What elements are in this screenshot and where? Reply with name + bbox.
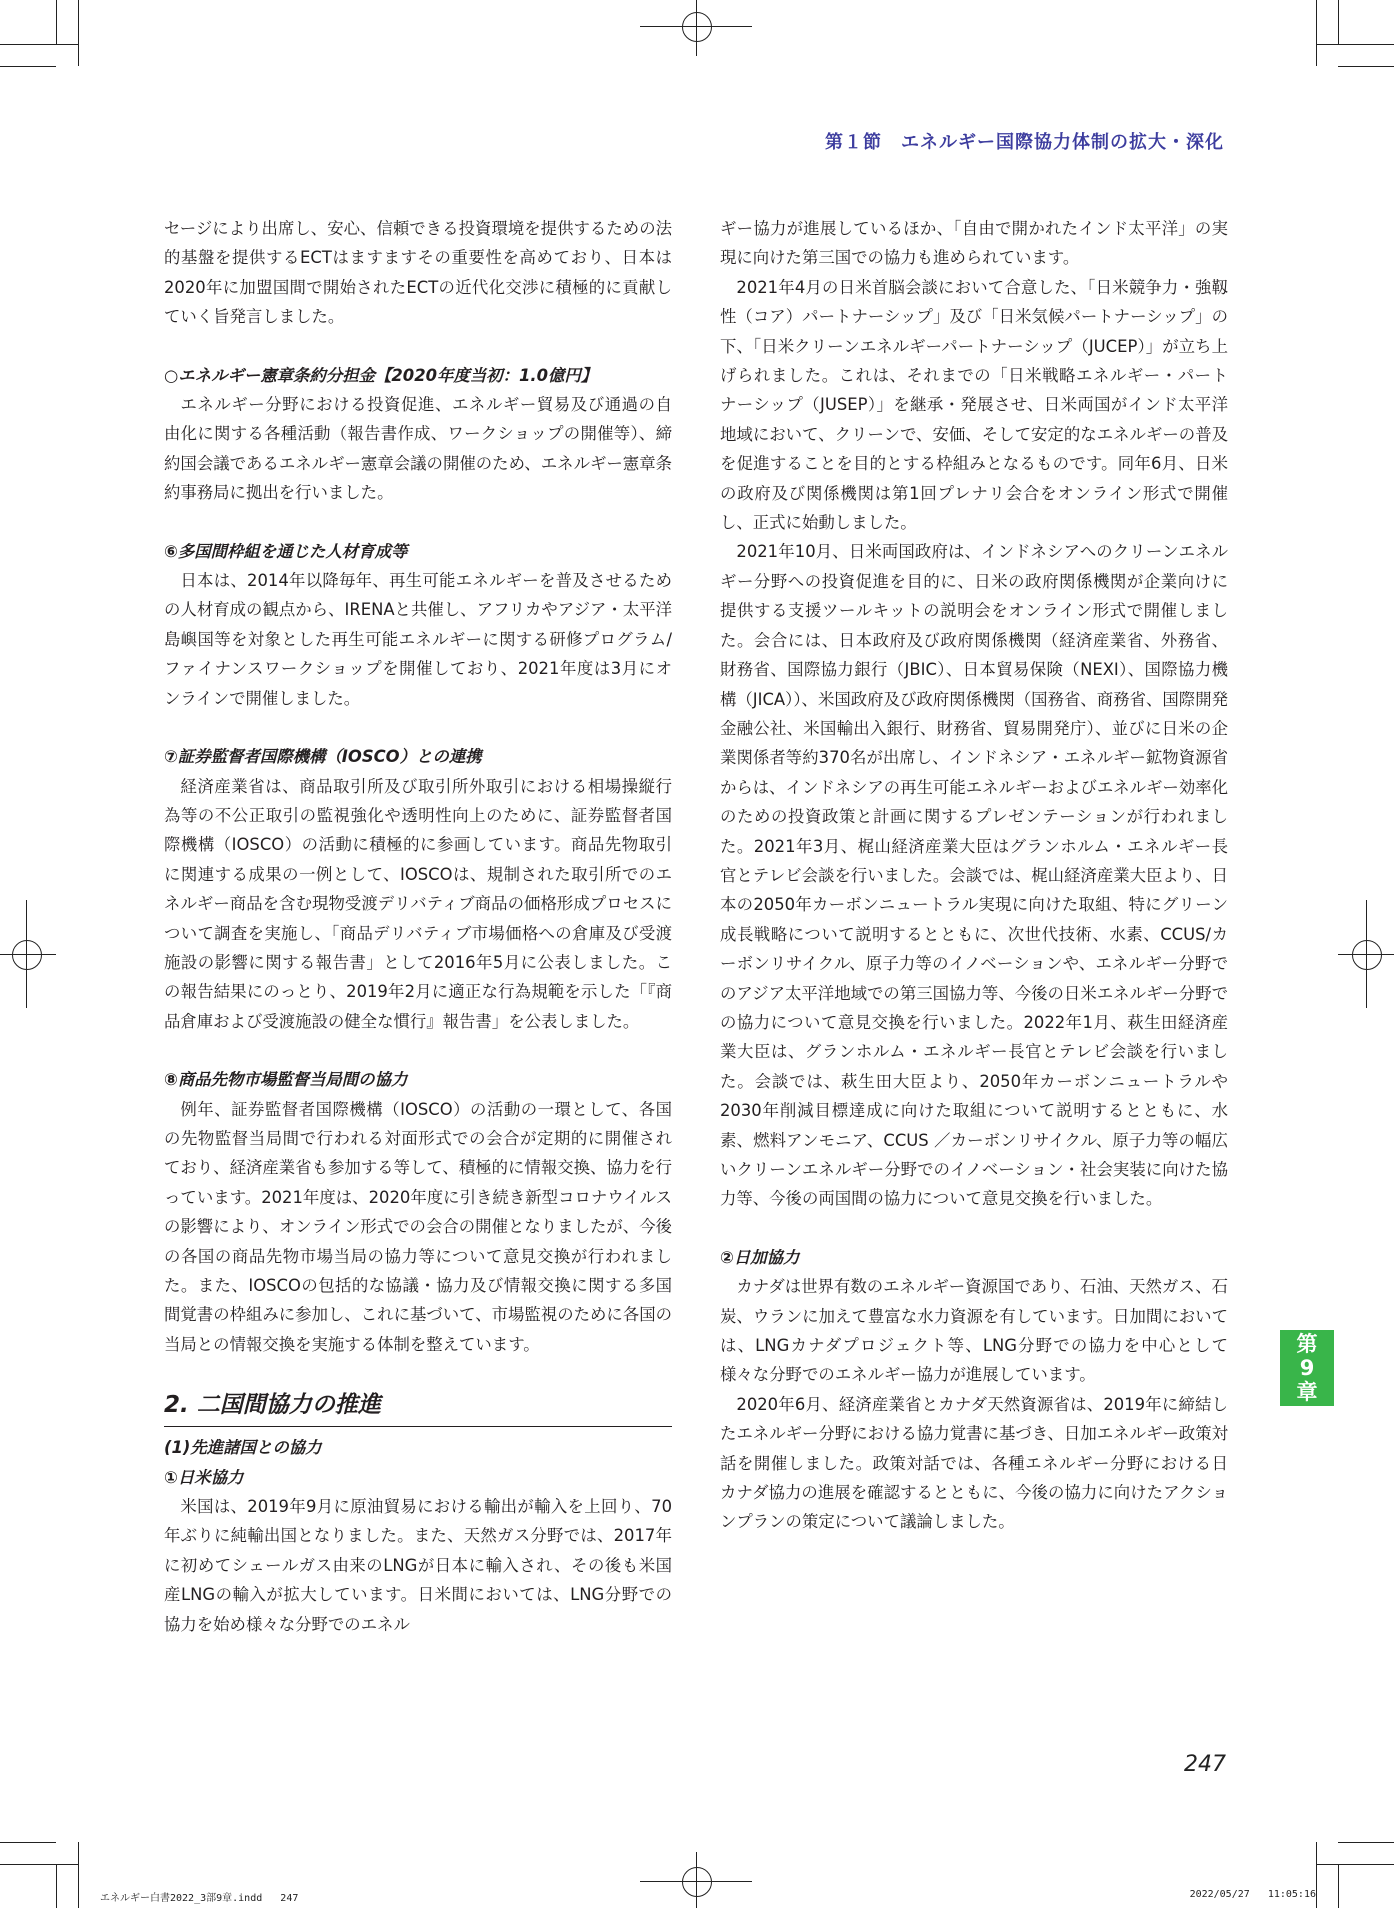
chapter-tab <box>1280 1330 1334 1406</box>
paragraph: 2021年10月、日米両国政府は、インドネシアへのクリーンエネルギー分野への投資促進を目的に、日米の政府関係機関が企業向けに提供する支援ツールキットの説明会をオンライン形式で開催しました。会合には、日本政府及び政府関係機関（経済産業省、外務省、財務省、国際協力銀行（JBIC）、日本貿易保険（NEXI）、国際協力機構（JICA））、米国政府及び政府関係機関（国務省、商務省、国際開発金融公社、米国輸出入銀行、財務省、貿易開発庁）、並びに日米の企業関係者等約370名が出席し、インドネシア・エネルギー鉱物資源省からは、インドネシアの再生可能エネルギーおよびエネルギー効率化のための投資政策と計画に関するプレゼンテーションが行われました。2021年3月、梶山経済産業大臣はグランホルム・エネルギー長官とテレビ会談を行いました。会談では、梶山経済産業大臣より、日本の2050年カーボンニュートラル実現に向けた取組、特にグリーン成長戦略について説明するとともに、次世代技術、水素、CCUS/カーボンリサイクル、原子力等のイノベーションや、エネルギー分野でのアジア太平洋地域での第三国協力等、今後の日米エネルギー分野での協力について意見交換を行いました。2022年1月、萩生田経済産業大臣は、グランホルム・エネルギー長官とテレビ会談を行いました。会談では、萩生田大臣より、2050年カーボンニュートラルや2030年削減目標達成に向けた取組について説明するとともに、水素、燃料アンモニア、CCUS ／カーボンリサイクル、原子力等の幅広いクリーンエネルギー分野でのイノベーション・社会実装に向けた協力等、今後の両国間の協力について意見交換を行いました。 <box>720 542 1228 1209</box>
paragraph: 経済産業省は、商品取引所及び取引所外取引における相場操縦行為等の不公正取引の監視強化や透明性向上のために、証券監督者国際機構（IOSCO）の活動に積極的に参画しています。商品先物取引に関連する成果の一例として、IOSCOは、規制された取引所でのエネルギー商品を含む現物受渡デリバティブ商品の価格形成プロセスについて調査を実施し、「商品デリバティブ市場価格への倉庫及び受渡施設の影響に関する報告書」として2016年5月に公表しました。この報告結果にのっとり、2019年2月に適正な行為規範を示した「『商品倉庫および受渡施設の健全な慣行』報告書」を公表しました。 <box>164 776 672 1031</box>
slug-filename: エネルギー白書2022_3部9章.indd 247 <box>100 1893 299 1904</box>
subheading-ect-contribution: ○エネルギー憲章条約分担金【2020年度当初：1.0億円】 <box>164 365 598 385</box>
paragraph: 例年、証券監督者国際機構（IOSCO）の活動の一環として、各国の先物監督当局間で行われる対面形式での会合が定期的に開催されており、経済産業省も参加する等して、積極的に情報交換、協力を行っています。2021年度は、2020年度に引き続き新型コロナウイルスの影響により、オンライン形式での会合の開催となりましたが、今後の各国の商品先物市場当局の協力等について意見交換が行われました。また、IOSCOの包括的な協議・協力及び情報交換に関する多国間覚書の枠組みに参加し、これに基づいて、市場監視のために各国の当局との情報交換を実施する体制を整えています。 <box>164 1099 672 1354</box>
paragraph: ギー協力が進展しているほか、「自由で開かれたインド太平洋」の実現に向けた第三国での協力も進められています。 <box>720 219 1228 268</box>
chapter-tab-suffix: 章 <box>1296 1380 1318 1404</box>
left-column <box>164 214 672 1639</box>
right-column <box>720 214 1228 1537</box>
section-heading-bilateral: 2. 二国間協力の推進 <box>164 1388 672 1427</box>
paragraph: 日本は、2014年以降毎年、再生可能エネルギーを普及させるための人材育成の観点から、IRENAと共催し、アフリカやアジア・太平洋島嶼国等を対象とした再生可能エネルギーに関する研修プログラム/ファイナンスワークショップを開催しており、2021年度は3月にオンラインで開催しました。 <box>164 571 672 708</box>
subheading-developed-countries: (1)先進諸国との協力 <box>164 1438 322 1458</box>
paragraph: 米国は、2019年9月に原油貿易における輸出が輸入を上回り、70年ぶりに純輸出国となりました。また、天然ガス分野では、2017年に初めてシェールガス由来のLNGが日本に輸入され、その後も米国産LNGの輸入が拡大しています。日米間においては、LNG分野での協力を始め様々な分野でのエネル <box>164 1497 672 1634</box>
page-number: 247 <box>1184 1752 1226 1777</box>
subheading-multilateral-training: ⑥多国間枠組を通じた人材育成等 <box>164 541 408 561</box>
paragraph: 2021年4月の日米首脳会談において合意した、「日米競争力・強靱性（コア）パートナーシップ」及び「日米気候パートナーシップ」の下、「日米クリーンエネルギーパートナーシップ（JUCEP）」が立ち上げられました。これは、それまでの「日米戦略エネルギー・パートナーシップ（JUSEP）」を継承・発展させ、日米両国がインド太平洋地域において、クリーンで、安価、そして安定的なエネルギーの普及を促進することを目的とする枠組みとなるものです。同年6月、日米の政府及び関係機関は第1回プレナリ会合をオンライン形式で開催し、正式に始動しました。 <box>720 277 1228 533</box>
section-header: 第１節 エネルギー国際協力体制の拡大・深化 <box>825 132 1224 153</box>
paragraph: エネルギー分野における投資促進、エネルギー貿易及び通過の自由化に関する各種活動（報告書作成、ワークショップの開催等）、締約国会議であるエネルギー憲章会議の開催のため、エネルギー憲章条約事務局に拠出を行いました。 <box>164 395 672 503</box>
paragraph: 2020年6月、経済産業省とカナダ天然資源省は、2019年に締結したエネルギー分野における協力覚書に基づき、日加エネルギー政策対話を開催しました。政策対話では、各種エネルギー分野における日カナダ協力の進展を確認するとともに、今後の協力に向けたアクションプランの策定について議論しました。 <box>720 1394 1228 1532</box>
slug-timestamp: 2022/05/27 11:05:16 <box>1189 1889 1316 1900</box>
chapter-tab-prefix: 第 <box>1296 1332 1318 1356</box>
chapter-tab-number: 9 <box>1299 1356 1315 1380</box>
subheading-futures-regulators: ⑧商品先物市場監督当局間の協力 <box>164 1070 408 1090</box>
subheading-iosco: ⑦証券監督者国際機構（IOSCO）との連携 <box>164 747 482 767</box>
paragraph: カナダは世界有数のエネルギー資源国であり、石油、天然ガス、石炭、ウランに加えて豊富な水力資源を有しています。日加間においては、LNGカナダプロジェクト等、LNG分野での協力を中心として様々な分野でのエネルギー協力が進展しています。 <box>720 1277 1228 1385</box>
subheading-japan-us: ①日米協力 <box>164 1467 244 1487</box>
paragraph: セージにより出席し、安心、信頼できる投資環境を提供するための法的基盤を提供するECTはますますその重要性を高めており、日本は2020年に加盟国間で開始されたECTの近代化交渉に積極的に貢献していく旨発言しました。 <box>164 219 672 327</box>
subheading-japan-canada: ②日加協力 <box>720 1247 800 1267</box>
